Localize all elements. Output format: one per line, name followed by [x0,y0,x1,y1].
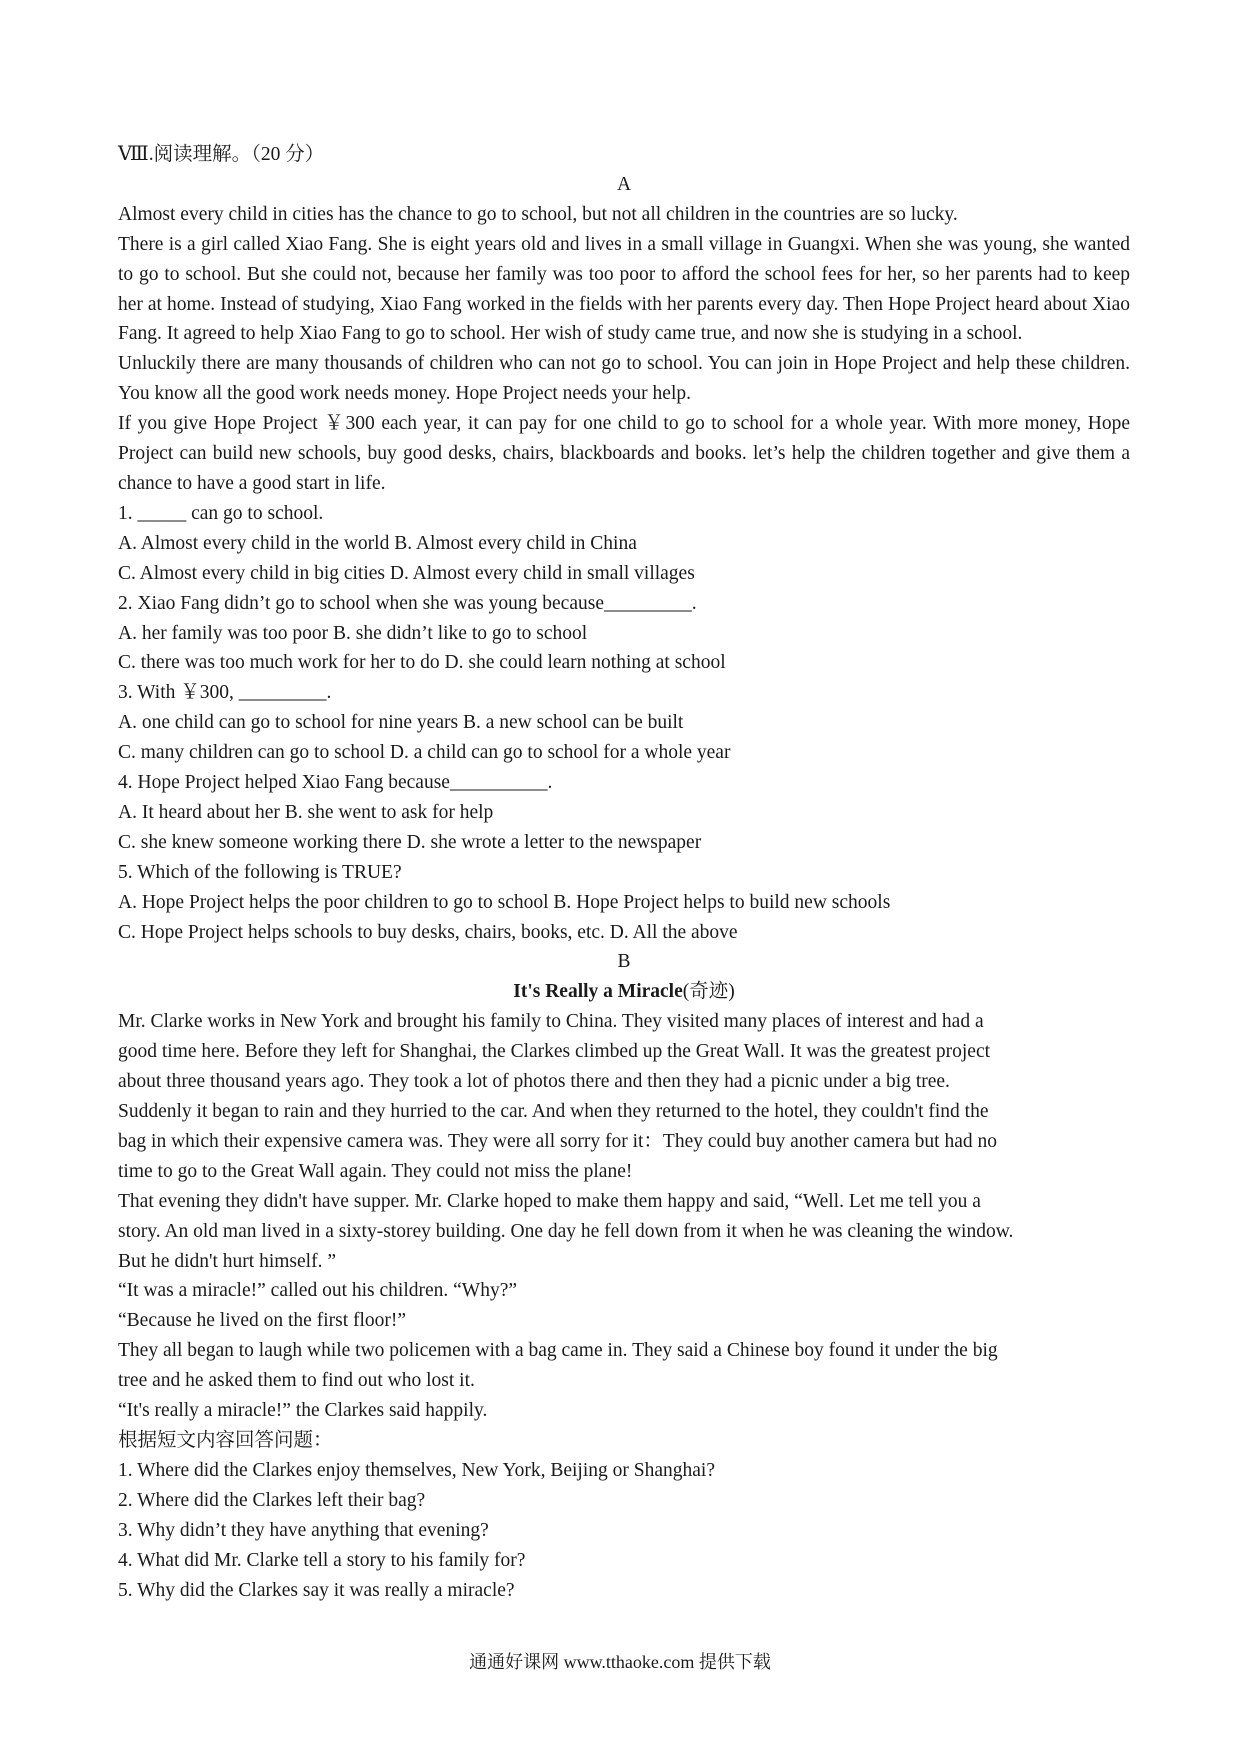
question-stem: 2. Where did the Clarkes left their bag? [118,1489,426,1511]
passage-b-line: story. An old man lived in a sixty-storey building. One day he fell down from it when he was cleaning the window. [118,1220,1014,1242]
question-option: C. many children can go to school D. a child can go to school for a whole year [118,742,731,764]
section-heading: Ⅷ.阅读理解。（20 分） [118,144,325,165]
passage-b-text [118,1007,1130,1426]
question-stem: 3. With ￥300, _________. [118,682,332,704]
passage-b-line: bag in which their expensive camera was. They were all sorry for it：They could buy another camera but had no [118,1130,997,1152]
passage-b-questions [118,1456,1130,1606]
passage-b-line: about three thousand years ago. They took a lot of photos there and then they had a picnic under a big tree. [118,1071,950,1093]
question-option: A. Almost every child in the world B. Almost every child in China [118,532,637,554]
passage-b-title-cn: (奇迹) [682,981,735,1003]
passage-a-paragraph: Unluckily there are many thousands of children who can not go to school. You can join in Hope Project and help these children. You know all the good work needs money. Hope Project needs your help. [118,353,1130,405]
question-option: A. her family was too poor B. she didn’t like to go to school [118,622,588,644]
question-option: C. there was too much work for her to do D. she could learn nothing at school [118,652,726,674]
passage-b-label: B [617,951,631,973]
passage-b-line: That evening they didn't have supper. Mr. Clarke hoped to make them happy and said, “Well. Let me tell you a [118,1190,981,1212]
question-stem: 5. Which of the following is TRUE? [118,861,402,883]
passage-a-label: A [616,173,632,195]
document-body [118,140,1130,1605]
passage-b-line: But he didn't hurt himself. ” [118,1250,336,1272]
question-stem: 4. Hope Project helped Xiao Fang because__________. [118,772,553,794]
question-stem: 1. _____ can go to school. [118,502,324,524]
page-footer: 通通好课网 www.tthaoke.com 提供下载 [469,1652,771,1672]
passage-b-instruction: 根据短文内容回答问题： [118,1429,333,1451]
question-stem: 4. What did Mr. Clarke tell a story to his family for? [118,1549,526,1571]
passage-b-line: “It's really a miracle!” the Clarkes said happily. [118,1400,488,1422]
passage-b-title [118,977,1130,1007]
passage-b-line: Mr. Clarke works in New York and brought his family to China. They visited many places of interest and had a [118,1011,984,1033]
passage-a-questions [118,499,1130,948]
passage-a-paragraphs [118,200,1130,499]
passage-b-line: They all began to laugh while two policemen with a bag came in. They said a Chinese boy found it under the big [118,1340,998,1362]
question-option: A. one child can go to school for nine years B. a new school can be built [118,712,684,734]
passage-b-title-en: It's Really a Miracle [513,981,683,1003]
question-stem: 1. Where did the Clarkes enjoy themselves, New York, Beijing or Shanghai? [118,1459,715,1481]
passage-b-line: “It was a miracle!” called out his children. “Why?” [118,1280,518,1302]
question-option: A. Hope Project helps the poor children to go to school B. Hope Project helps to build new schools [118,891,891,913]
question-option: A. It heard about her B. she went to ask for help [118,801,494,823]
passage-b-line: good time here. Before they left for Shanghai, the Clarkes climbed up the Great Wall. It was the greatest project [118,1041,991,1063]
question-stem: 3. Why didn’t they have anything that evening? [118,1519,489,1541]
question-stem: 5. Why did the Clarkes say it was really a miracle? [118,1579,515,1601]
passage-b-line: “Because he lived on the first floor!” [118,1310,407,1332]
question-option: C. she knew someone working there D. she wrote a letter to the newspaper [118,831,702,853]
passage-a-paragraph: If you give Hope Project ￥300 each year, it can pay for one child to go to school for a whole year. With more money, Hope Project can build new schools, buy good desks, chairs, blackboards and books. let’s help the children together and give them a chance to have a good start in life. [118,413,1130,494]
passage-b-line: tree and he asked them to find out who lost it. [118,1370,475,1392]
passage-b-line: time to go to the Great Wall again. They could not miss the plane! [118,1160,633,1182]
question-option: C. Almost every child in big cities D. Almost every child in small villages [118,562,695,584]
question-stem: 2. Xiao Fang didn’t go to school when she was young because_________. [118,592,697,614]
passage-a-paragraph: Almost every child in cities has the chance to go to school, but not all children in the countries are so lucky. [118,203,958,225]
passage-a-paragraph: There is a girl called Xiao Fang. She is eight years old and lives in a small village in Guangxi. When she was young, she wanted to go to school. But she could not, because her family was too poor to afford the school fees for her, so her parents had to keep her at home. Instead of studying, Xiao Fang worked in the fields with her parents every day. Then Hope Project heard about Xiao Fang. It agreed to help Xiao Fang to go to school. Her wish of study came true, and now she is studying in a school. [118,233,1130,345]
question-option: C. Hope Project helps schools to buy desks, chairs, books, etc. D. All the above [118,921,738,943]
passage-b-line: Suddenly it began to rain and they hurried to the car. And when they returned to the hotel, they couldn't find the [118,1101,989,1122]
